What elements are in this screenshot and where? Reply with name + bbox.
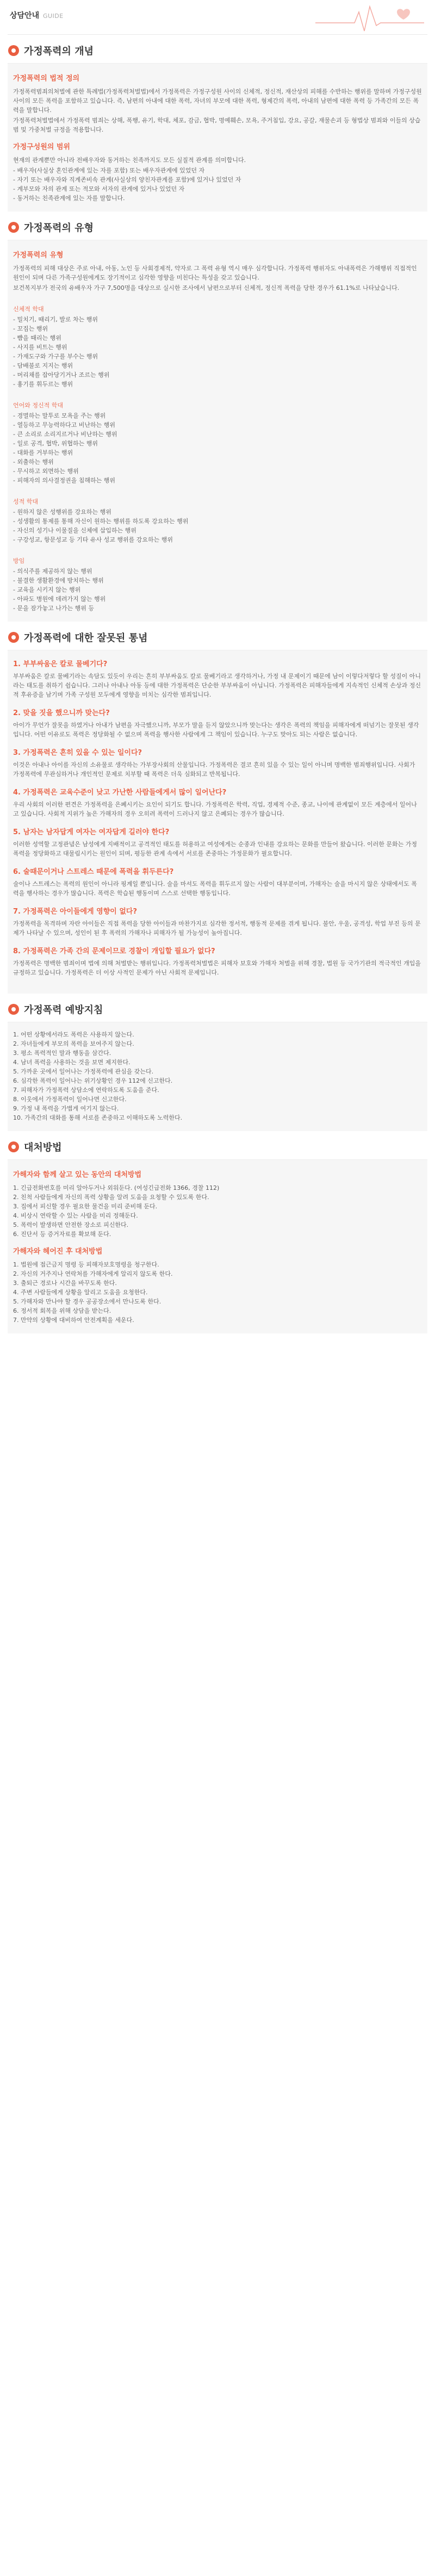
myth-item <box>13 707 422 739</box>
neglect-list <box>13 567 422 613</box>
list-item: 3. 집에서 피신할 경우 필요한 물건을 미리 준비해 둔다. <box>13 1203 158 1210</box>
response-box <box>8 1159 427 1333</box>
pin-icon <box>8 1003 20 1015</box>
list-item: - 교육을 시키지 않는 행위 <box>13 585 422 594</box>
list-item: - 자기 또는 배우자와 직계존비속 관계(사실상의 양친자관계를 포함)에 있거나 있었던 자 <box>13 175 422 184</box>
list-item: 5. 가까운 곳에서 일어나는 가정폭력에 관심을 갖는다. <box>13 1068 154 1075</box>
list-item: - 구강성교, 항문성교 등 기타 유사 성교 행위를 강요하는 행위 <box>13 535 422 544</box>
list-item: 1. 긴급전화번호를 미리 알아두거나 외워둔다. (여성긴급전화 1366, 경찰 112) <box>13 1184 220 1191</box>
pin-icon <box>8 221 20 233</box>
list-item: - 무시하고 외면하는 행위 <box>13 467 422 476</box>
list-item: 4. 비상시 연락할 수 있는 사람을 미리 정해둔다. <box>13 1212 138 1219</box>
verbal-abuse-list <box>13 411 422 485</box>
myth-question: 4. 가정폭력은 교육수준이 낮고 가난한 사람들에게서 많이 일어난다? <box>13 789 227 797</box>
list-item: 4. 주변 사람들에게 상황을 알리고 도움을 요청한다. <box>13 1289 148 1296</box>
list-item: 6. 진단서 등 증거자료를 확보해 둔다. <box>13 1231 111 1238</box>
list-item: - 밀치기, 때리기, 발로 차는 행위 <box>13 315 422 324</box>
myth-item <box>13 866 422 898</box>
types-heading: 가정폭력의 유형 <box>13 251 64 259</box>
myth-question: 7. 가정폭력은 아이들에게 영향이 없다? <box>13 908 137 916</box>
myth-answer: 부부싸움은 칼로 물베기라는 속담도 있듯이 우리는 흔히 부부싸움도 칼로 물베기라고 생각하거나, 가정 내 문제이기 때문에 남이 이렇다저렇다 할 성질이 아니라는 태도를 취하기 쉽습니다. 그러나 아내나 아동 등에 대한 가정폭력은 단순한 부부싸움이 아닙니다. 가정폭력은 피해자들에게 지속적인 신체적 손상과 정신적 후유증을 남기며 가족 구성원 모두에게 영향을 미치는 심각한 범죄입니다. <box>13 673 421 698</box>
page-title <box>10 10 64 21</box>
myth-answer: 이것은 아내나 아이를 자신의 소유물로 생각하는 가부장사회의 산물입니다. 가정폭력은 결코 흔히 있을 수 있는 일이 아니며 명백한 범죄행위입니다. 사회가 가정폭력에 무관심하거나 개인적인 문제로 치부할 때 폭력은 더욱 심화되고 반복됩니다. <box>13 761 415 778</box>
legal-crime-text: 가정폭력처벌법에서 가정폭력 범죄는 상해, 폭행, 유기, 학대, 체포, 감금, 협박, 명예훼손, 모욕, 주거침입, 강요, 공갈, 재물손괴 등 형법상 범죄와 이들의 상습범 및 가중처벌 규정을 적용합니다. <box>13 117 421 133</box>
physical-abuse-heading: 신체적 학대 <box>13 306 44 313</box>
list-item: - 큰 소리로 소리지르거나 비난하는 행위 <box>13 430 422 439</box>
types-box <box>8 240 427 622</box>
list-item: - 일로 공격, 협박, 위협하는 행위 <box>13 439 422 448</box>
response-title: 대처방법 <box>24 1142 62 1153</box>
list-item: 3. 평소 폭력적인 말과 행동을 삼간다. <box>13 1050 111 1057</box>
list-item: - 불결한 생활환경에 방치하는 행위 <box>13 576 422 585</box>
types-stat-text: 보건복지부가 전국의 유배우자 가구 7,500명을 대상으로 실시한 조사에서 남편으로부터 신체적, 정신적 폭력을 당한 경우가 61.1%로 나타났습니다. <box>13 284 400 291</box>
list-item: 8. 이웃에서 가정폭력이 일어나면 신고한다. <box>13 1096 127 1103</box>
prevention-list <box>13 1030 422 1122</box>
myth-question: 2. 맞을 짓을 했으니까 맞는다? <box>13 709 110 717</box>
list-item: - 계부모와 자의 관계 또는 적모와 서자의 관계에 있거나 있었던 자 <box>13 184 422 194</box>
list-item: 2. 자녀들에게 부모의 폭력을 보여주지 않는다. <box>13 1040 134 1047</box>
response-section-header <box>8 1140 427 1154</box>
myth-question: 8. 가정폭력은 가족 간의 문제이므로 경찰이 개입할 필요가 없다? <box>13 947 215 955</box>
living-with-abuser-heading: 가해자와 함께 살고 있는 동안의 대처방법 <box>13 1171 142 1179</box>
myths-title: 가정폭력에 대한 잘못된 통념 <box>24 632 148 644</box>
neglect-heading: 방임 <box>13 557 25 564</box>
pin-icon <box>8 631 20 643</box>
list-item: - 자신의 성기나 이물질을 신체에 삽입하는 행위 <box>13 526 422 535</box>
myth-answer: 아이가 무언가 잘못을 하였거나 아내가 남편을 자극했으니까, 부모가 말을 듣지 않았으니까 맞는다는 생각은 폭력의 책임을 피해자에게 떠넘기는 잘못된 생각입니다. 어떤 이유로도 폭력은 정당화될 수 없으며 폭력을 행사한 사람에게 그 책임이 있습니다. 누구도 맞아도 되는 사람은 없습니다. <box>13 722 419 738</box>
myth-question: 6. 술때문이거나 스트레스 때문에 폭력을 휘두른다? <box>13 868 174 876</box>
list-item: 1. 어떤 상황에서라도 폭력은 사용하지 않는다. <box>13 1031 134 1038</box>
list-item: 6. 심각한 폭력이 일어나는 위기상황인 경우 112에 신고한다. <box>13 1077 173 1084</box>
page-title-en: GUIDE <box>42 13 64 20</box>
myth-question: 3. 가정폭력은 흔히 있을 수 있는 일이다? <box>13 749 142 757</box>
verbal-abuse-heading: 언어와 정신적 학대 <box>13 402 64 409</box>
legal-definition-text: 가정폭력범죄의처벌에 관한 특례법(가정폭력처벌법)에서 가정폭력은 가정구성원 사이의 신체적, 정신적, 재산상의 피해를 수반하는 행위를 말하며 가정구성원 사이의 모든 폭력을 포함하고 있습니다. 즉, 남편의 아내에 대한 폭력, 자녀의 부모에 대한 폭력, 형제간의 폭력, 아내의 남편에 대한 폭력 등 가족간의 모든 폭력을 말합니다. <box>13 88 422 114</box>
list-item: 9. 가정 내 폭력을 가볍게 여기지 않는다. <box>13 1105 119 1112</box>
myth-item <box>13 826 422 858</box>
list-item: 5. 폭력이 발생하면 안전한 장소로 피신한다. <box>13 1221 129 1228</box>
list-item: 4. 남녀 폭력을 사용하는 것을 보면 제지한다. <box>13 1059 130 1066</box>
myth-question: 5. 남자는 남자답게 여자는 여자답게 길러야 한다? <box>13 828 170 836</box>
list-item: 10. 가족간의 대화를 통해 서로를 존중하고 이해하도록 노력한다. <box>13 1114 183 1121</box>
list-item: 5. 가해자와 만나야 할 경우 공공장소에서 만나도록 한다. <box>13 1298 161 1305</box>
types-text: 가정폭력의 피해 대상은 주로 아내, 아동, 노인 등 사회경제적, 약자로 그 폭력 유형 역시 매우 심각합니다. 가정폭력 행위자도 아내폭력은 가해행위 직접적인 원인이 되며 다른 가족구성원에게도 장기적이고 심각한 영향을 미친다는 특성을 갖고 있습니다. <box>13 265 417 281</box>
list-item: - 열등하고 무능력하다고 비난하는 행위 <box>13 420 422 430</box>
myth-item <box>13 786 422 818</box>
myths-section-header <box>8 630 427 644</box>
list-item: - 외출하는 행위 <box>13 457 422 467</box>
myth-answer: 술이나 스트레스는 폭력의 원인이 아니라 핑계일 뿐입니다. 술을 마셔도 폭력을 휘두르지 않는 사람이 대부분이며, 가해자는 술을 마시지 않은 상태에서도 폭력을 행사하는 경우가 많습니다. 폭력은 학습된 행동이며 스스로 선택한 행동입니다. <box>13 880 417 897</box>
list-item: - 성생활의 통제를 통해 자신이 원하는 행위를 하도록 강요하는 행위 <box>13 517 422 526</box>
prevention-title: 가정폭력 예방지침 <box>24 1004 103 1016</box>
list-item: - 경멸하는 말투로 모욕을 주는 행위 <box>13 411 422 420</box>
page-title-text: 상담안내 <box>10 11 40 20</box>
myth-item <box>13 658 422 699</box>
myth-item <box>13 747 422 779</box>
myth-answer: 우리 사회의 이러한 편견은 가정폭력을 은폐시키는 요인이 되기도 합니다. 가정폭력은 학력, 직업, 경제적 수준, 종교, 나이에 관계없이 모든 계층에서 일어나고 있습니다. 사회적 지위가 높은 가해자의 경우 오히려 폭력이 드러나지 않고 은폐되는 경우가 많습니다. <box>13 801 417 817</box>
myth-answer: 가정폭력을 목격하며 자란 아이들은 직접 폭력을 당한 아이들과 마찬가지로 심각한 정서적, 행동적 문제를 겪게 됩니다. 불안, 우울, 공격성, 학업 부진 등의 문제가 나타날 수 있으며, 성인이 된 후 폭력의 가해자나 피해자가 될 가능성이 높아집니다. <box>13 920 421 936</box>
prevention-box <box>8 1022 427 1131</box>
heartbeat-decoration-icon <box>315 1 424 34</box>
list-item: 1. 법원에 접근금지 명령 등 피해자보호명령을 청구한다. <box>13 1261 159 1268</box>
list-item: - 문을 잠가놓고 나가는 행위 등 <box>13 604 422 613</box>
list-item: - 배우자(사실상 혼인관계에 있는 자를 포함) 또는 배우자관계에 있었던 자 <box>13 166 422 175</box>
family-scope-list <box>13 166 422 203</box>
list-item: - 동거하는 친족관계에 있는 자를 말합니다. <box>13 194 422 203</box>
list-item: - 흉기를 휘두르는 행위 <box>13 380 422 389</box>
sexual-abuse-heading: 성적 학대 <box>13 498 39 505</box>
types-title: 가정폭력의 유형 <box>24 222 94 234</box>
list-item: - 머리채를 잡아당기거나 조르는 행위 <box>13 370 422 380</box>
after-separation-heading: 가해자와 헤어진 후 대처방법 <box>13 1247 103 1256</box>
concept-box <box>8 63 427 212</box>
pin-icon <box>8 1141 20 1153</box>
list-item: - 뺨을 때리는 행위 <box>13 333 422 343</box>
physical-abuse-list <box>13 315 422 389</box>
list-item: 2. 자신의 거주지나 연락처를 가해자에게 알리지 않도록 한다. <box>13 1270 173 1277</box>
list-item: 2. 친척 사람들에게 자신의 폭력 상황을 알려 도움을 요청할 수 있도록 한다. <box>13 1194 209 1201</box>
family-scope-text: 현재의 관계뿐만 아니라 전배우자와 동거하는 친족까지도 모든 실질적 관계를 의미합니다. <box>13 157 246 164</box>
prevention-section-header <box>8 1002 427 1016</box>
list-item: - 사지를 비트는 행위 <box>13 343 422 352</box>
list-item: 7. 피해자가 가정폭력 상담소에 연락하도록 도움을 준다. <box>13 1087 159 1094</box>
list-item: 6. 정서적 회복을 위해 상담을 받는다. <box>13 1307 111 1314</box>
legal-definition-heading: 가정폭력의 법적 정의 <box>13 75 80 83</box>
sexual-abuse-list <box>13 507 422 544</box>
list-item: 7. 만약의 상황에 대비하여 안전계획을 세운다. <box>13 1317 134 1324</box>
list-item: - 피해자의 의사결정권을 침해하는 행위 <box>13 476 422 485</box>
list-item: - 의식주를 제공하지 않는 행위 <box>13 567 422 576</box>
family-scope-heading: 가정구성원의 범위 <box>13 143 70 151</box>
pin-icon <box>8 45 20 57</box>
myth-question: 1. 부부싸움은 칼로 물베기다? <box>13 660 108 668</box>
concept-title: 가정폭력의 개념 <box>24 46 94 57</box>
myth-answer: 이러한 성역할 고정관념은 남성에게 지배적이고 공격적인 태도를 허용하고 여성에게는 순종과 인내를 강요하는 문화를 만들어 왔습니다. 이러한 문화는 가정폭력을 정당화하고 대물림시키는 원인이 되며, 평등한 관계 속에서 서로를 존중하는 가정문화가 필요합니다. <box>13 841 417 857</box>
list-item: - 아파도 병원에 데려가지 않는 행위 <box>13 594 422 604</box>
types-section-header <box>8 220 427 234</box>
myth-item <box>13 945 422 977</box>
concept-section-header <box>8 44 427 58</box>
living-with-abuser-list <box>13 1183 422 1239</box>
myth-answer: 가정폭력은 명백한 범죄이며 법에 의해 처벌받는 행위입니다. 가정폭력처벌법은 피해자 보호와 가해자 처벌을 위해 경찰, 법원 등 국가기관의 적극적인 개입을 규정하고 있습니다. 가정폭력은 더 이상 사적인 문제가 아닌 사회적 문제입니다. <box>13 960 421 976</box>
after-separation-list <box>13 1260 422 1325</box>
list-item: 3. 출퇴근 경로나 시간을 바꾸도록 한다. <box>13 1280 117 1287</box>
list-item: - 꼬집는 행위 <box>13 324 422 333</box>
page-header <box>8 0 427 35</box>
list-item: - 담배불로 지지는 행위 <box>13 361 422 370</box>
list-item: - 원하지 않은 성행위를 강요하는 행위 <box>13 507 422 517</box>
list-item: - 대화를 거부하는 행위 <box>13 448 422 457</box>
myths-box <box>8 650 427 994</box>
list-item: - 가재도구와 가구를 부수는 행위 <box>13 352 422 361</box>
myth-item <box>13 905 422 938</box>
